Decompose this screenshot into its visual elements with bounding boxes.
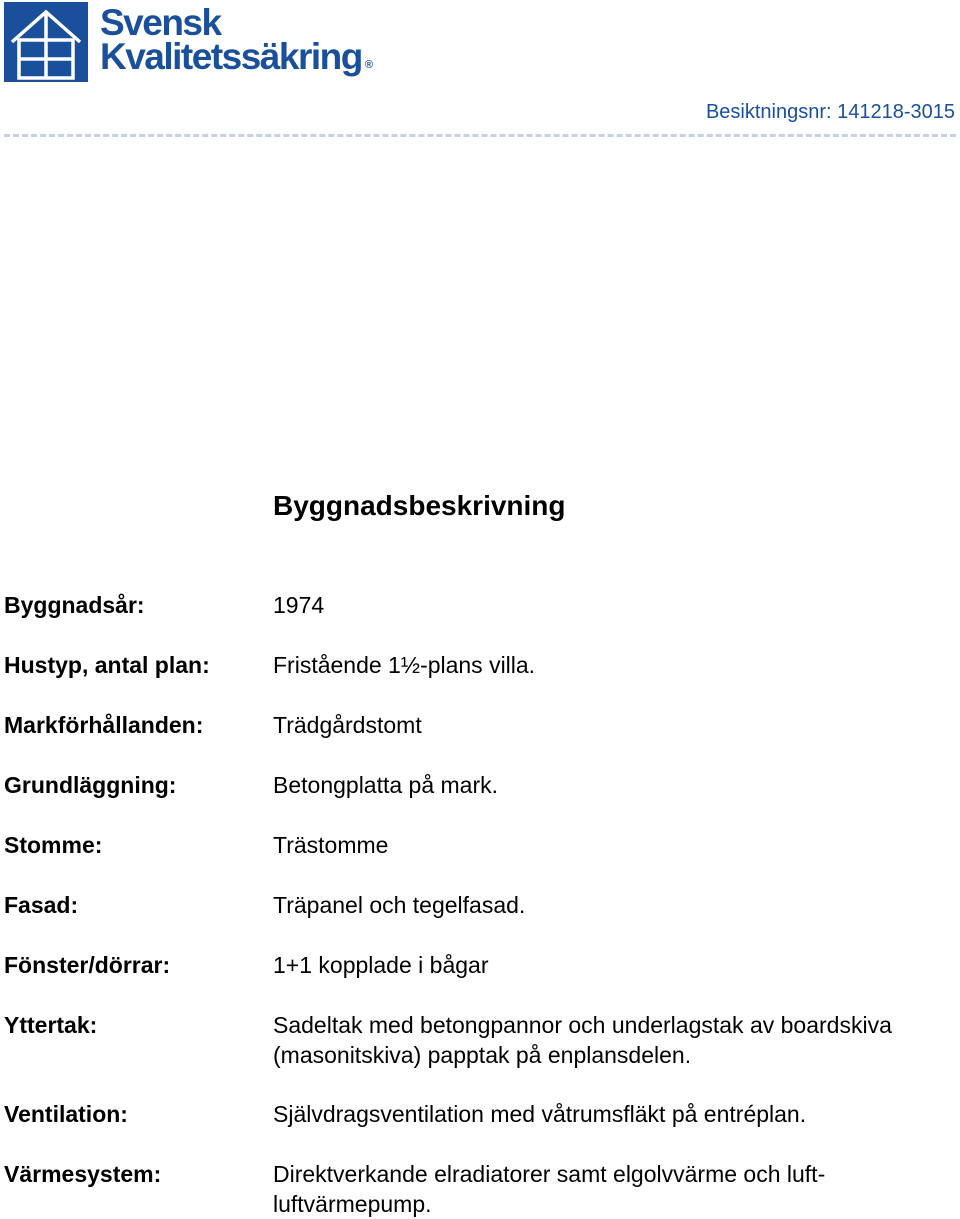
spec-label: Värmesystem: <box>4 1161 162 1187</box>
spec-value: Fristående 1½-plans villa. <box>273 652 536 678</box>
house-logo-icon <box>4 2 88 82</box>
spec-label: Yttertak: <box>4 1012 98 1038</box>
spec-label: Byggnadsår: <box>4 592 145 618</box>
header-divider <box>4 134 956 137</box>
spec-value: Trädgårdstomt <box>273 712 422 738</box>
spec-value: 1+1 kopplade i bågar <box>273 952 489 978</box>
logo-line-2: Kvalitetssäkring <box>100 36 362 77</box>
inspection-number: Besiktningsnr: 141218-3015 <box>705 101 955 123</box>
spec-value: Sadeltak med betongpannor och underlagstak av boardskiva (masonitskiva) papptak på enplansdelen. <box>273 1012 892 1068</box>
spec-value: Träpanel och tegelfasad. <box>273 892 526 918</box>
spec-label: Fönster/dörrar: <box>4 952 171 978</box>
spec-value: 1974 <box>273 592 325 618</box>
spec-label: Ventilation: <box>4 1101 128 1127</box>
logo-line-1: Svensk <box>100 2 221 43</box>
spec-label: Hustyp, antal plan: <box>4 652 210 678</box>
spec-label: Fasad: <box>4 892 79 918</box>
spec-value: Direktverkande elradiatorer samt elgolvvärme och luft-luftvärmepump. <box>273 1161 826 1217</box>
logo-wordmark <box>100 2 373 77</box>
spec-value: Betongplatta på mark. <box>273 772 499 798</box>
spec-value: Trästomme <box>273 832 389 858</box>
spec-label: Markförhållanden: <box>4 712 204 738</box>
document-title: Byggnadsbeskrivning <box>273 490 566 521</box>
spec-value: Självdragsventilation med våtrumsfläkt på entréplan. <box>273 1101 807 1127</box>
spec-label: Grundläggning: <box>4 772 177 798</box>
spec-label: Stomme: <box>4 832 103 858</box>
registered-mark: ® <box>364 59 373 71</box>
